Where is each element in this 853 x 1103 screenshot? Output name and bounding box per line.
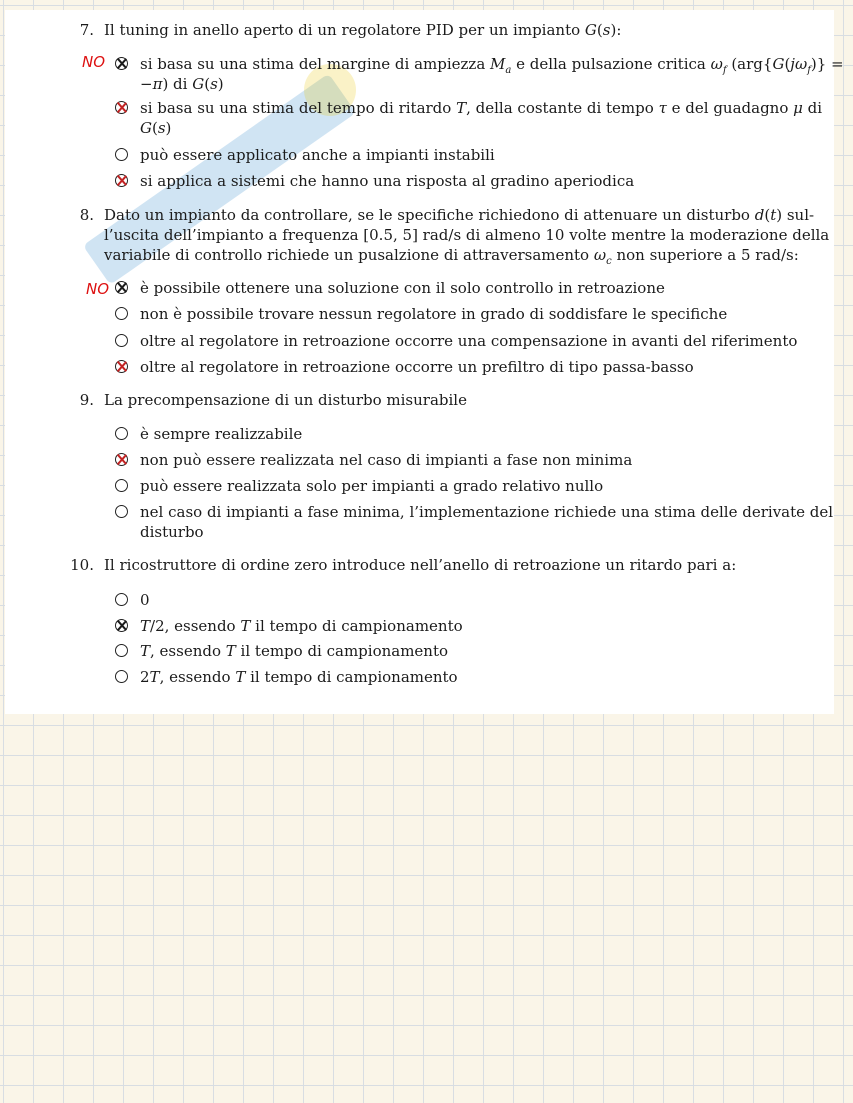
question-number: 10. — [70, 556, 94, 574]
checkbox-empty[interactable] — [115, 148, 128, 161]
checkbox-checked[interactable] — [115, 281, 128, 294]
option-text: si basa su una stima del margine di ampiezza $M_a$ e della pulsazione critica $\omega_f$ ($arg\{G(j\omega_f)\}$ = — [140, 55, 844, 76]
question-text: Il ricostruttore di ordine zero introduce nell’anello di retroazione un ritardo pari a: — [104, 556, 737, 574]
checkbox-empty[interactable] — [115, 307, 128, 320]
checkbox-empty[interactable] — [115, 670, 128, 683]
question-number: 8. — [79, 206, 94, 224]
option-text: si applica a sistemi che hanno una risposta al gradino aperiodica — [140, 172, 635, 190]
checkbox-empty[interactable] — [115, 427, 128, 440]
question-number: 9. — [79, 391, 94, 409]
option-text: oltre al regolatore in retroazione occorre un prefiltro di tipo passa-basso — [140, 358, 694, 376]
option-text: può essere applicato anche a impianti instabili — [140, 146, 495, 164]
handwritten-no-mark: NO — [86, 280, 110, 298]
question-text-line3: variabile di controllo richiede un pusalzione di attraversamento $\omega_c$ non superiore a 5 rad/s: — [104, 246, 799, 267]
checkbox-empty[interactable] — [115, 644, 128, 657]
option-text: T, essendo T il tempo di campionamento — [140, 642, 449, 660]
option-text: può essere realizzata solo per impianti a grado relativo nullo — [140, 477, 604, 495]
checkbox-checked[interactable] — [115, 174, 128, 187]
checkbox-checked[interactable] — [115, 57, 128, 70]
option-text: è sempre realizzabile — [140, 425, 303, 443]
option-text: si basa su una stima del tempo di ritardo T, della costante di tempo τ e del guadagno μ di — [140, 99, 823, 117]
checkbox-checked[interactable] — [115, 453, 128, 466]
checkbox-empty[interactable] — [115, 479, 128, 492]
question-number: 7. — [79, 21, 94, 39]
option-text-line2: G(s) — [140, 119, 172, 137]
handwritten-no-mark: NO — [82, 53, 106, 71]
option-text: nel caso di impianti a fase minima, l’implementazione richiede una stima delle derivate del — [140, 503, 834, 521]
checkbox-empty[interactable] — [115, 593, 128, 606]
question-text-line1: Dato un impianto da controllare, se le specifiche richiedono di attenuare un disturbo d(t) sul- — [104, 206, 815, 224]
checkbox-empty[interactable] — [115, 505, 128, 518]
option-text: non può essere realizzata nel caso di impianti a fase non minima — [140, 451, 633, 469]
checkbox-empty[interactable] — [115, 334, 128, 347]
checkbox-checked[interactable] — [115, 101, 128, 114]
checkbox-checked[interactable] — [115, 360, 128, 373]
checkbox-checked[interactable] — [115, 619, 128, 632]
option-text: non è possibile trovare nessun regolatore in grado di soddisfare le specifiche — [140, 305, 728, 323]
option-text: oltre al regolatore in retroazione occorre una compensazione in avanti del riferimento — [140, 332, 798, 350]
question-text: La precompensazione di un disturbo misurabile — [104, 391, 467, 409]
question-text: Il tuning in anello aperto di un regolatore PID per un impianto G(s): — [104, 21, 622, 39]
option-text: 2T, essendo T il tempo di campionamento — [140, 668, 458, 686]
question-text-line2: l’uscita dell’impianto a frequenza [0.5, 5] rad/s di almeno 10 volte mentre la moderazione della — [104, 226, 830, 244]
option-text-line2: −π) di G(s) — [140, 75, 224, 93]
option-text: 0 — [140, 591, 150, 609]
option-text-line2: disturbo — [140, 523, 204, 541]
option-text: T/2, essendo T il tempo di campionamento — [140, 617, 463, 635]
option-text: è possibile ottenere una soluzione con il solo controllo in retroazione — [140, 279, 665, 297]
